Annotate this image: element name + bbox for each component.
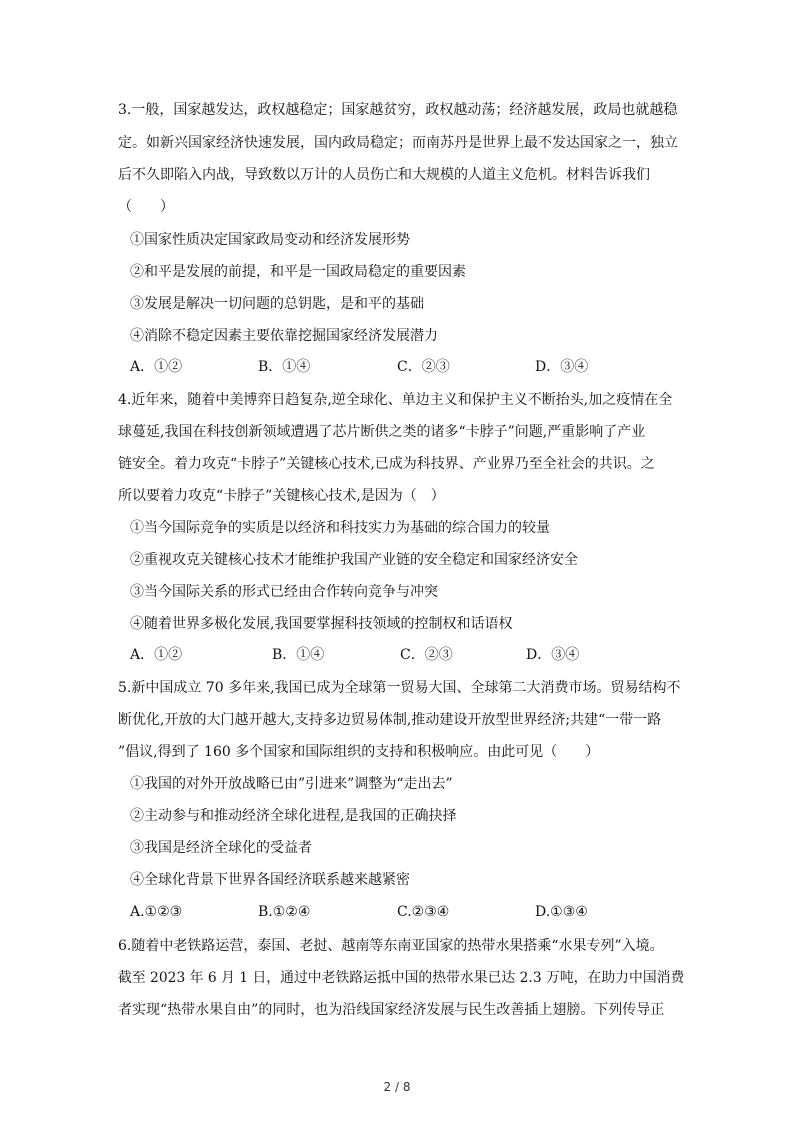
q3-choice-c: C．②③: [397, 359, 450, 375]
q4-stem-line-3: 链安全。着力攻克“卡脖子”关键核心技术,已成为科技界、产业界乃至全社会的共识。之: [118, 456, 655, 472]
q3-choice-d: D．③④: [535, 359, 589, 375]
q3-choice-b: B．①④: [258, 359, 311, 375]
q6-stem-line-1: 6.随着中老铁路运营，泰国、老挝、越南等东南亚国家的热带水果搭乘“水果专列”入境。: [118, 938, 664, 954]
q5-choice-b: B.①②④: [258, 904, 311, 920]
q5-choice-c: C.②③④: [397, 904, 450, 920]
q4-stem-line-2: 球蔓延,我国在科技创新领域遭遇了芯片断供之类的诸多“卡脖子”问题,严重影响了产业: [118, 424, 646, 440]
q3-stem-line-1: 3.一般，国家越发达，政权越稳定；国家越贫穷，政权越动荡；经济越发展，政局也就越稳: [118, 102, 678, 118]
q3-statement-1: ①国家性质决定国家政局变动和经济发展形势: [130, 232, 410, 248]
q5-statement-1: ①我国的对外开放战略已由”引进来”调整为“走出去”: [130, 776, 453, 792]
q5-choice-d: D.①③④: [535, 904, 588, 920]
q6-stem-line-3: 者实现“热带水果自由”的同时，也为沿线国家经济发展与民生改善插上翅膀。下列传导正: [118, 1002, 665, 1018]
q3-statement-4: ④消除不稳定因素主要依靠挖掘国家经济发展潜力: [130, 328, 438, 344]
q5-stem-line-3: ”倡议,得到了 160 多个国家和国际组织的支持和积极响应。由此可见（ ）: [118, 744, 600, 760]
q4-statement-2: ②重视攻克关键核心技术才能维护我国产业链的安全稳定和国家经济安全: [130, 552, 578, 568]
q5-statement-2: ②主动参与和推动经济全球化进程,是我国的正确抉择: [130, 808, 457, 824]
q4-statement-4: ④随着世界多极化发展,我国要掌握科技领域的控制权和话语权: [130, 616, 513, 632]
q5-statement-3: ③我国是经济全球化的受益者: [130, 840, 312, 856]
q3-statement-2: ②和平是发展的前提，和平是一国政局稳定的重要因素: [130, 264, 466, 280]
q4-choice-d: D．③④: [526, 647, 580, 663]
q4-choice-a: A．①②: [130, 647, 183, 663]
q5-choice-a: A.①②③: [130, 904, 183, 920]
q4-stem-line-4: 所以要着力攻克“卡脖子”关键核心技术,是因为（ ）: [118, 488, 445, 504]
q4-choice-c: C．②③: [400, 647, 453, 663]
q5-stem-line-2: 断优化,开放的大门越开越大,支持多边贸易体制,推动建设开放型世界经济;共建“一带一路: [118, 712, 662, 728]
q6-stem-line-2: 截至 2023 年 6 月 1 日，通过中老铁路运抵中国的热带水果已达 2.3 万吨，在助力中国消费: [118, 970, 685, 986]
q5-stem-line-1: 5.新中国成立 70 多年来,我国已成为全球第一贸易大国、全球第二大消费市场。贸易结构不: [118, 680, 681, 696]
q4-choice-b: B．①④: [272, 647, 325, 663]
q3-answer-blank: （ ）: [118, 199, 174, 215]
q4-statement-3: ③当今国际关系的形式已经由合作转向竞争与冲突: [130, 584, 438, 600]
q5-statement-4: ④全球化背景下世界各国经济联系越来越紧密: [130, 872, 410, 888]
q3-statement-3: ③发展是解决一切问题的总钥匙，是和平的基础: [130, 296, 424, 312]
q3-stem-line-3: 后不久即陷入内战，导致数以万计的人员伤亡和大规模的人道主义危机。材料告诉我们: [118, 167, 650, 183]
q3-choice-a: A．①②: [130, 359, 183, 375]
q4-statement-1: ①当今国际竞争的实质是以经济和科技实力为基础的综合国力的较量: [130, 520, 550, 536]
page-number: 2 / 8: [383, 1080, 411, 1094]
q3-stem-line-2: 定。如新兴国家经济快速发展，国内政局稳定；而南苏丹是世界上最不发达国家之一，独立: [118, 135, 678, 151]
q4-stem-line-1: 4.近年来，随着中美博弈日趋复杂,逆全球化、单边主义和保护主义不断抬头,加之疫情在全: [118, 392, 673, 408]
